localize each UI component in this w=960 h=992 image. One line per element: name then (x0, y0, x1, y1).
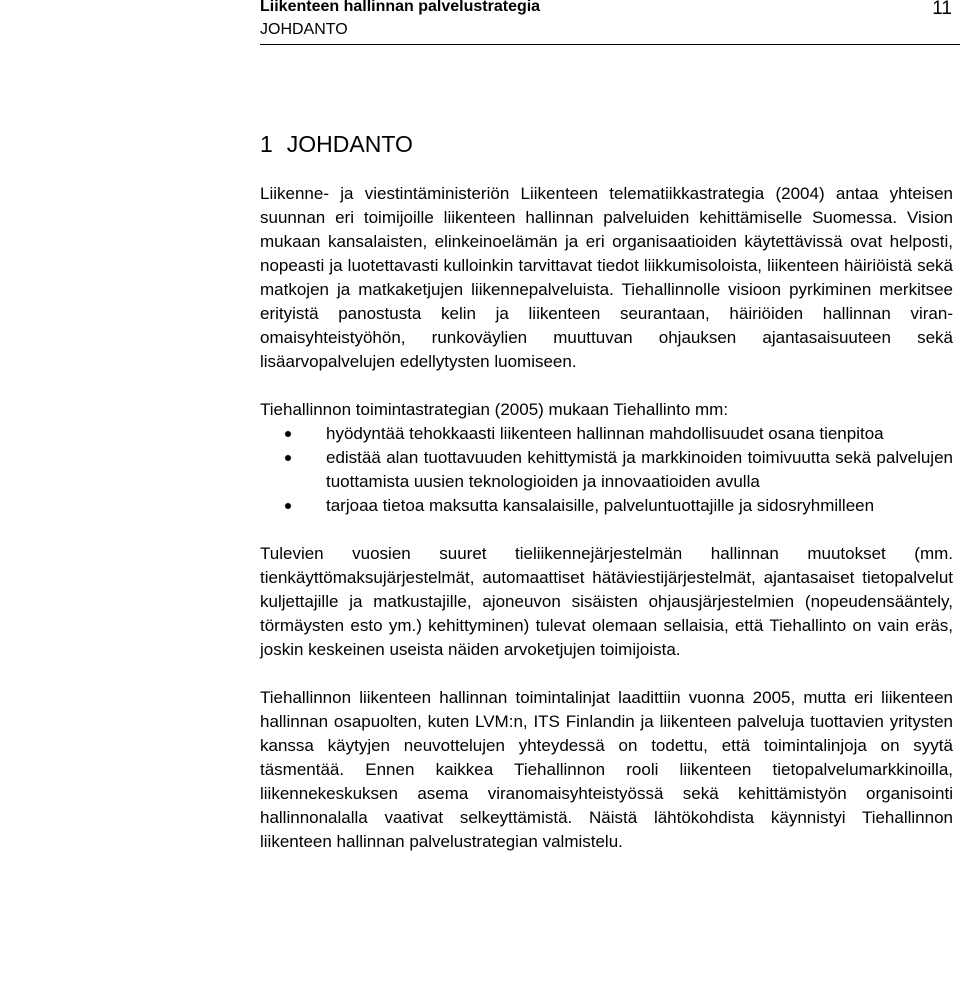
list-item (260, 446, 953, 494)
bullet-list (260, 422, 953, 518)
chapter-heading (260, 126, 953, 162)
page-content (260, 126, 953, 878)
header-rule (260, 44, 960, 45)
list-item-text: hyödyntää tehokkaasti liikenteen hallinnan mahdollisuudet osana tienpitoa (326, 424, 884, 443)
running-header (260, 0, 960, 48)
bullet-dot-icon (285, 431, 291, 437)
chapter-number: 1 (260, 131, 273, 157)
chapter-title: JOHDANTO (286, 131, 413, 157)
bullet-dot-icon (285, 455, 291, 461)
list-item-text: edistää alan tuottavuuden kehittymistä ja markkinoiden toimivuutta sekä palvelujen tuottamista uusien teknologioiden ja innovaatioiden avulla (326, 448, 953, 491)
paragraph-1: Liikenne- ja viestintäministeriön Liikenteen telematiikkastrategia (2004) antaa yhteisen suunnan eri toimijoille liikenteen hallinnan palveluiden kehittämiselle Suomessa. Vision mukaan kansalaisten, elinkeinoelämän ja eri organisaatioiden käytettävissä ovat helposti, nopeasti ja luotettavasti kulloinkin tarvittavat tiedot liikkumisoloista, liikenteen häiriöistä sekä matkojen ja matkaketjujen liikennepalveluista. Tiehallinnolle visioon pyrkiminen merkitsee erityistä panostusta kelin ja liikenteen seurantaan, häiriöiden hallinnan viranomaisyhteistyöhön, runkoväylien muuttuvan ohjauksen ajantasaisuuteen sekä lisäarvopalvelujen edellytysten luomiseen. (260, 184, 953, 371)
header-title: Liikenteen hallinnan palvelustrategia (260, 0, 541, 15)
list-item-text: tarjoaa tietoa maksutta kansalaisille, palveluntuottajille ja sidosryhmilleen (326, 496, 875, 515)
list-item (260, 422, 953, 446)
paragraph-2-intro: Tiehallinnon toimintastrategian (2005) mukaan Tiehallinto mm: (260, 400, 729, 419)
bullet-dot-icon (285, 503, 291, 509)
list-item (260, 494, 953, 518)
paragraph-4: Tiehallinnon liikenteen hallinnan toimintalinjat laadittiin vuonna 2005, mutta eri liikenteen hallinnan osapuolten, kuten LVM:n, ITS Finlandin ja liikenteen palveluja tuottavien yritysten kanssa käytyjen neuvottelujen yhteydessä on todettu, että toimintalinjoja on syytä täsmentää. Ennen kaikkea Tiehallinnon rooli liikenteen tietopalvelumarkkinoilla, liikennekeskuksen asema viranomaisyhteistyössä sekä kehittämistyön organisointi hallinnonalalla vaativat selkeyttämistä. Näistä lähtökohdista käynnistyi Tiehallinnon liikenteen hallinnan palvelustrategian valmistelu. (260, 688, 953, 851)
page-number: 11 (932, 0, 952, 19)
header-section: JOHDANTO (260, 21, 348, 38)
paragraph-3: Tulevien vuosien suuret tieliikennejärjestelmän hallinnan muutokset (mm. tienkäyttömaksujärjestelmät, automaattiset hätäviestijärjestelmät, ajantasaiset tietopalvelut kuljettajille ja matkustajille, ajoneuvon sisäisten ohjausjärjestelmien (nopeudensääntely, törmäysten esto ym.) kehittyminen) tulevat olemaan sellaisia, että Tiehallinto on vain eräs, joskin keskeinen useista näiden arvoketjujen toimijoista. (260, 544, 953, 659)
